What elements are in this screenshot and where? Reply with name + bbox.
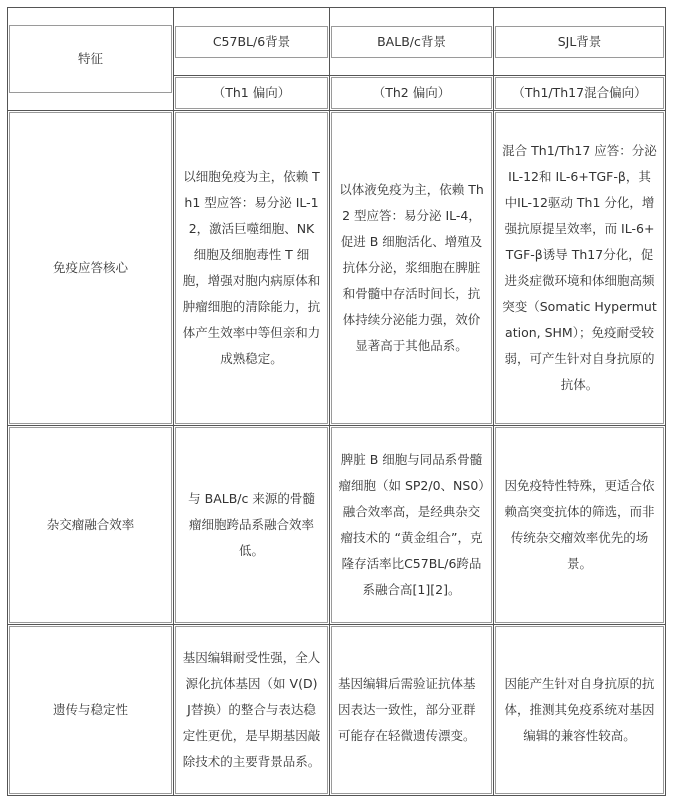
row-sjl-text: 因能产生针对自身抗原的抗体，推测其免疫系统对基因编辑的兼容性较高。 [504, 676, 655, 743]
row-sjl-cell [494, 625, 666, 796]
row-feature-cell [8, 426, 174, 625]
subheader-balb-cell [330, 76, 494, 111]
header-row [8, 8, 666, 76]
row-feature: 杂交瘤融合效率 [46, 517, 135, 532]
row-balb-text: 脾脏 B 细胞与同品系骨髓瘤细胞（如 SP2/0、NS0）融合效率高，是经典杂交瘤技术的 “黄金组合”，克隆存活率比C57BL/6跨品系融合高[1][2]。 [338, 452, 485, 597]
header-sjl: SJL背景 [557, 33, 602, 49]
row-feature-cell [8, 111, 174, 426]
row-balb-cell [330, 111, 494, 426]
row-feature: 遗传与稳定性 [52, 702, 128, 717]
header-feature: 特征 [77, 51, 103, 66]
subheader-c57: （Th1 偏向） [212, 85, 291, 100]
row-sjl-cell [494, 111, 666, 426]
row-c57-text: 以细胞免疫为主，依赖 Th1 型应答：易分泌 IL-12，激活巨噬细胞、NK 细胞及细胞毒性 T 细胞，增强对胞内病原体和肿瘤细胞的清除能力，抗体产生效率中等但亲和力成熟稳定。 [182, 169, 321, 366]
subheader-c57-cell [174, 76, 330, 111]
row-c57-cell [174, 426, 330, 625]
subheader-sjl-cell [494, 76, 666, 111]
header-c57-cell [174, 8, 330, 76]
row-balb-text: 基因编辑后需验证抗体基因表达一致性，部分亚群可能存在轻微遗传漂变。 [338, 676, 476, 743]
subheader-sjl: （Th1/Th17混合偏向） [512, 85, 647, 100]
header-sjl-cell [494, 8, 666, 76]
row-balb-cell [330, 625, 494, 796]
subheader-balb: （Th2 偏向） [372, 85, 451, 100]
row-c57-cell [174, 625, 330, 796]
row-balb-cell [330, 426, 494, 625]
row-feature-cell [8, 625, 174, 796]
row-balb-text: 以体液免疫为主，依赖 Th2 型应答：易分泌 IL-4，促进 B 细胞活化、增殖及抗体分泌，浆细胞在脾脏和骨髓中存活时间长，抗体持续分泌能力强，效价显著高于其他品系。 [339, 182, 484, 353]
comparison-table-wrapper [7, 7, 666, 796]
header-balb-cell [330, 8, 494, 76]
header-feature-cell [8, 8, 174, 111]
row-c57-cell [174, 111, 330, 426]
row-c57-text: 与 BALB/c 来源的骨髓瘤细胞跨品系融合效率低。 [188, 491, 315, 558]
strain-comparison-table [7, 7, 666, 796]
row-sjl-cell [494, 426, 666, 625]
row-c57-text: 基因编辑耐受性强，全人源化抗体基因（如 V(D) J替换）的整合与表达稳定性更优，是早期基因敲除技术的主要背景品系。 [182, 650, 321, 769]
row-sjl-text: 混合 Th1/Th17 应答：分泌 IL-12和 IL-6+TGF-β，其中IL-12驱动 Th1 分化，增强抗原提呈效率，而 IL-6+TGF-β诱导 Th17分化，促进炎症微环境和体细胞高频突变（Somatic Hypermutation, SHM）；免疫耐受较弱，可产生针对自身抗原的抗体。 [502, 143, 657, 392]
table-row [8, 426, 666, 625]
row-sjl-text: 因免疫特性特殊，更适合依赖高突变抗体的筛选，而非传统杂交瘤效率优先的场景。 [504, 478, 655, 571]
row-feature: 免疫应答核心 [52, 260, 128, 275]
table-row [8, 111, 666, 426]
header-balb: BALB/c背景 [377, 33, 446, 49]
table-row [8, 625, 666, 796]
header-c57: C57BL/6背景 [212, 33, 291, 49]
